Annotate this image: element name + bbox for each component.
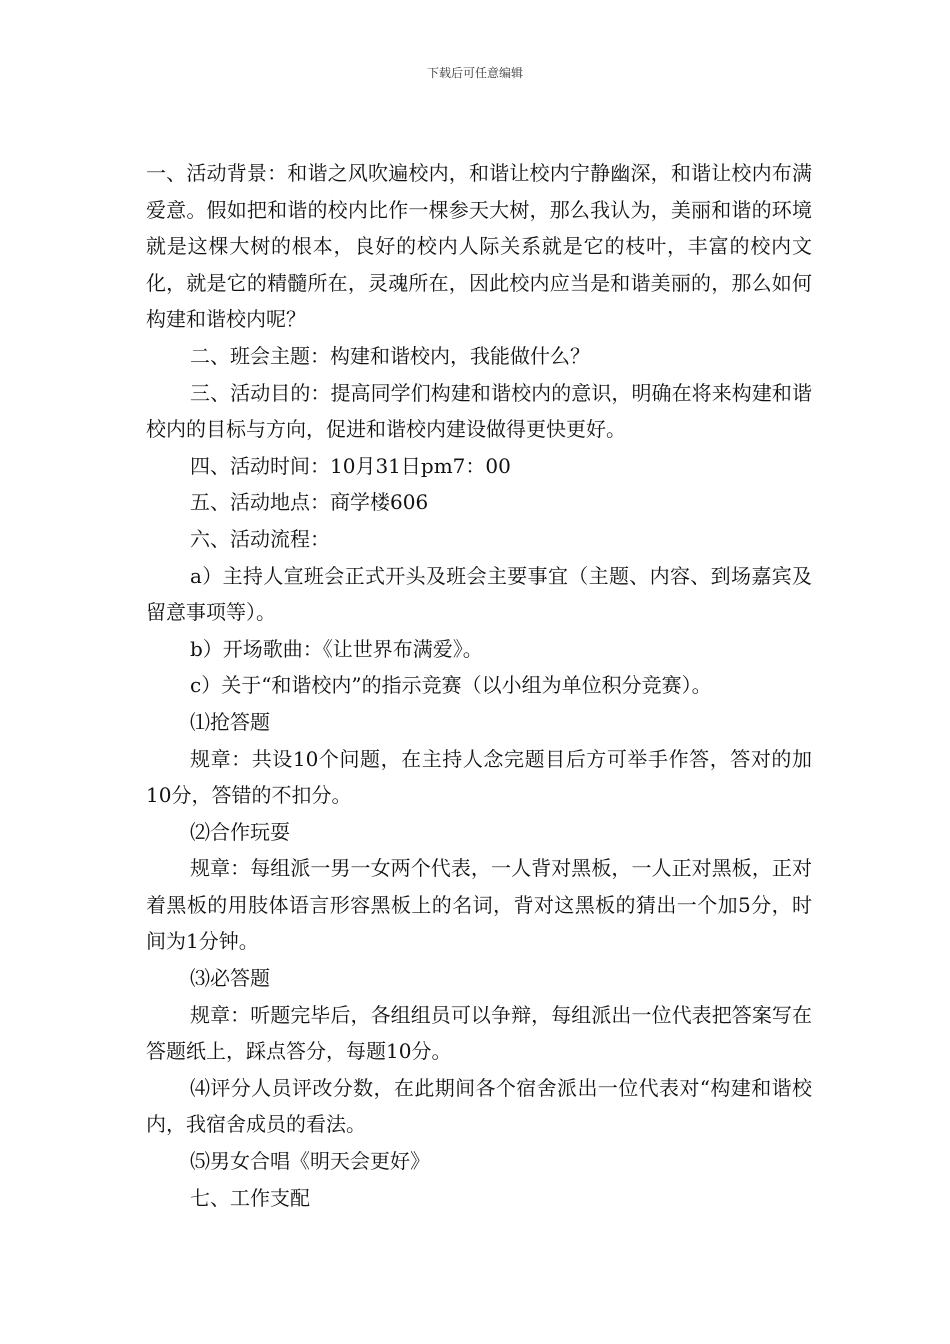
- page-header: 下载后可任意编辑: [426, 66, 523, 80]
- paragraph-location: 五、活动地点：商学楼606: [190, 490, 429, 515]
- paragraph-quiz-2-title: ⑵合作玩耍: [190, 819, 290, 844]
- paragraph-process-b: b）开场歌曲：《让世界布满爱》。: [190, 636, 483, 661]
- paragraph-quiz-2-rules: 规章：每组派一男一女两个代表，一人背对黑板，一人正对黑板，正对着黑板的用肢体语言形容黑板上的名词，背对这黑板的猜出一个加5分，时间为1分钟。: [146, 856, 812, 954]
- paragraph-chorus: ⑸男女合唱《明天会更好》: [190, 1149, 430, 1174]
- paragraph-theme: 二、班会主题：构建和谐校内，我能做什么？: [190, 343, 590, 368]
- paragraph-purpose: 三、活动目的：提高同学们构建和谐校内的意识，明确在将来构建和谐校内的目标与方向，促进和谐校内建设做得更快更好。: [146, 380, 812, 442]
- paragraph-quiz-1-rules: 规章：共设10个问题，在主持人念完题目后方可举手作答，答对的加10分，答错的不扣分。: [146, 746, 812, 808]
- paragraph-process-a: a）主持人宣班会正式开头及班会主要事宜（主题、内容、到场嘉宾及留意事项等）。: [146, 563, 812, 625]
- paragraph-scoring: ⑷评分人员评改分数，在此期间各个宿舍派出一位代表对“构建和谐校内，我宿舍成员的看法。: [146, 1075, 812, 1137]
- paragraph-time: 四、活动时间：10月31日pm7：00: [190, 453, 511, 478]
- paragraph-quiz-3-rules: 规章：听题完毕后，各组组员可以争辩，每组派出一位代表把答案写在答题纸上，踩点答分，每题10分。: [146, 1002, 812, 1064]
- paragraph-work-arrangement: 七、工作支配: [190, 1185, 310, 1210]
- paragraph-background: 一、活动背景：和谐之风吹遍校内，和谐让校内宁静幽深，和谐让校内布满爱意。假如把和谐的校内比作一棵参天大树，那么我认为，美丽和谐的环境就是这棵大树的根本，良好的校内人际关系就是它的枝叶，丰富的校内文化，就是它的精髓所在，灵魂所在，因此校内应当是和谐美丽的，那么如何构建和谐校内呢？: [146, 161, 812, 332]
- document-body: [146, 155, 812, 1216]
- paragraph-quiz-3-title: ⑶必答题: [190, 966, 270, 991]
- paragraph-process-heading: 六、活动流程：: [190, 526, 330, 551]
- paragraph-process-c: c）关于“和谐校内”的指示竞赛（以小组为单位积分竞赛）。: [190, 673, 712, 698]
- paragraph-quiz-1-title: ⑴抢答题: [190, 709, 270, 734]
